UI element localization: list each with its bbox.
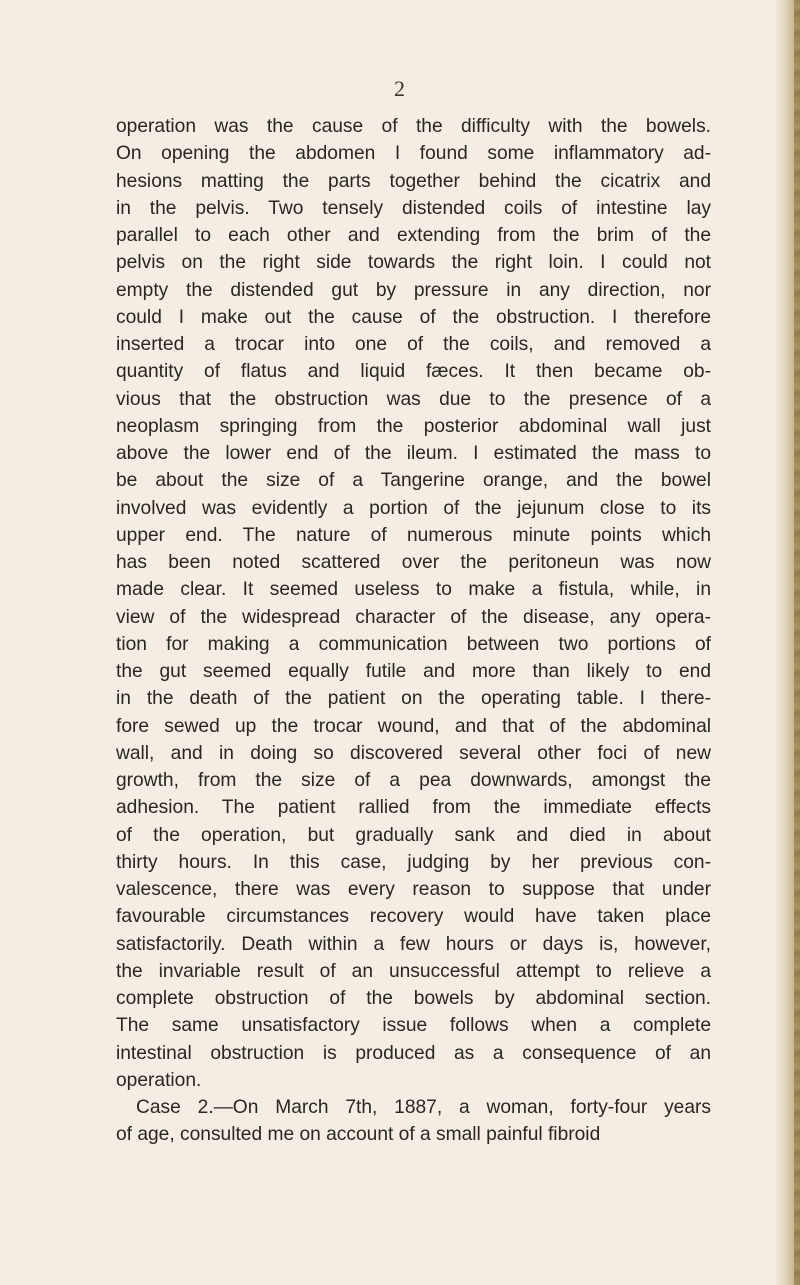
text-line: tion for making a communication between two portions of [116, 633, 711, 655]
text-line: in the death of the patient on the operating table. I there- [116, 688, 711, 710]
text-line: hesions matting the parts together behind the cicatrix and [116, 170, 711, 192]
text-line: quantity of flatus and liquid fæces. It then became ob- [116, 361, 711, 383]
page-binding-edge [776, 0, 800, 1285]
text-line: favourable circumstances recovery would have taken place [116, 906, 711, 928]
text-line: above the lower end of the ileum. I estimated the mass to [116, 443, 711, 464]
text-line: On opening the abdomen I found some inflammatory ad- [116, 143, 711, 165]
text-line: of the operation, but gradually sank and died in about [116, 824, 711, 846]
text-line: complete obstruction of the bowels by abdominal section. [116, 988, 711, 1009]
text-line: intestinal obstruction is produced as a consequence of an [116, 1042, 711, 1064]
text-line: of age, consulted me on account of a small painful fibroid [116, 1124, 601, 1146]
text-line: vious that the obstruction was due to the presence of a [116, 388, 711, 410]
text-line: pelvis on the right side towards the right loin. I could not [116, 252, 711, 274]
page-number: 2 [394, 76, 405, 101]
text-line: view of the widespread character of the disease, any opera- [116, 606, 711, 628]
text-line: neoplasm springing from the posterior abdominal wall just [116, 415, 711, 437]
text-line: in the pelvis. Two tensely distended coils of intestine lay [116, 197, 711, 219]
text-line: fore sewed up the trocar wound, and that of the abdominal [116, 715, 711, 737]
body-text [116, 113, 711, 1149]
text-line: wall, and in doing so discovered several other foci of new [116, 742, 711, 764]
text-line: could I make out the cause of the obstruction. I therefore [116, 306, 711, 328]
text-line: has been noted scattered over the peritoneun was now [116, 552, 711, 573]
text-line: operation. [116, 1069, 202, 1091]
text-line: involved was evidently a portion of the jejunum close to its [116, 497, 711, 519]
text-line: growth, from the size of a pea downwards, amongst the [116, 770, 711, 791]
text-line: inserted a trocar into one of the coils, and removed a [116, 334, 711, 355]
text-line: made clear. It seemed useless to make a fistula, while, in [116, 579, 711, 601]
text-line: The same unsatisfactory issue follows when a complete [116, 1015, 711, 1037]
text-line: upper end. The nature of numerous minute points which [116, 524, 711, 546]
text-line: parallel to each other and extending from the brim of the [116, 225, 711, 246]
text-line: satisfactorily. Death within a few hours or days is, however, [116, 933, 711, 955]
text-line: empty the distended gut by pressure in any direction, nor [116, 279, 711, 301]
text-line: be about the size of a Tangerine orange, and the bowel [116, 470, 711, 492]
text-line: the invariable result of an unsuccessful attempt to relieve a [116, 960, 711, 982]
text-line: the gut seemed equally futile and more than likely to end [116, 661, 711, 682]
text-line: adhesion. The patient rallied from the immediate effects [116, 797, 711, 819]
text-line: thirty hours. In this case, judging by her previous con- [116, 851, 711, 873]
text-line: valescence, there was every reason to suppose that under [116, 879, 711, 900]
text-line: Case 2.—On March 7th, 1887, a woman, forty-four years [136, 1097, 711, 1118]
text-line: operation was the cause of the difficulty with the bowels. [116, 116, 711, 137]
